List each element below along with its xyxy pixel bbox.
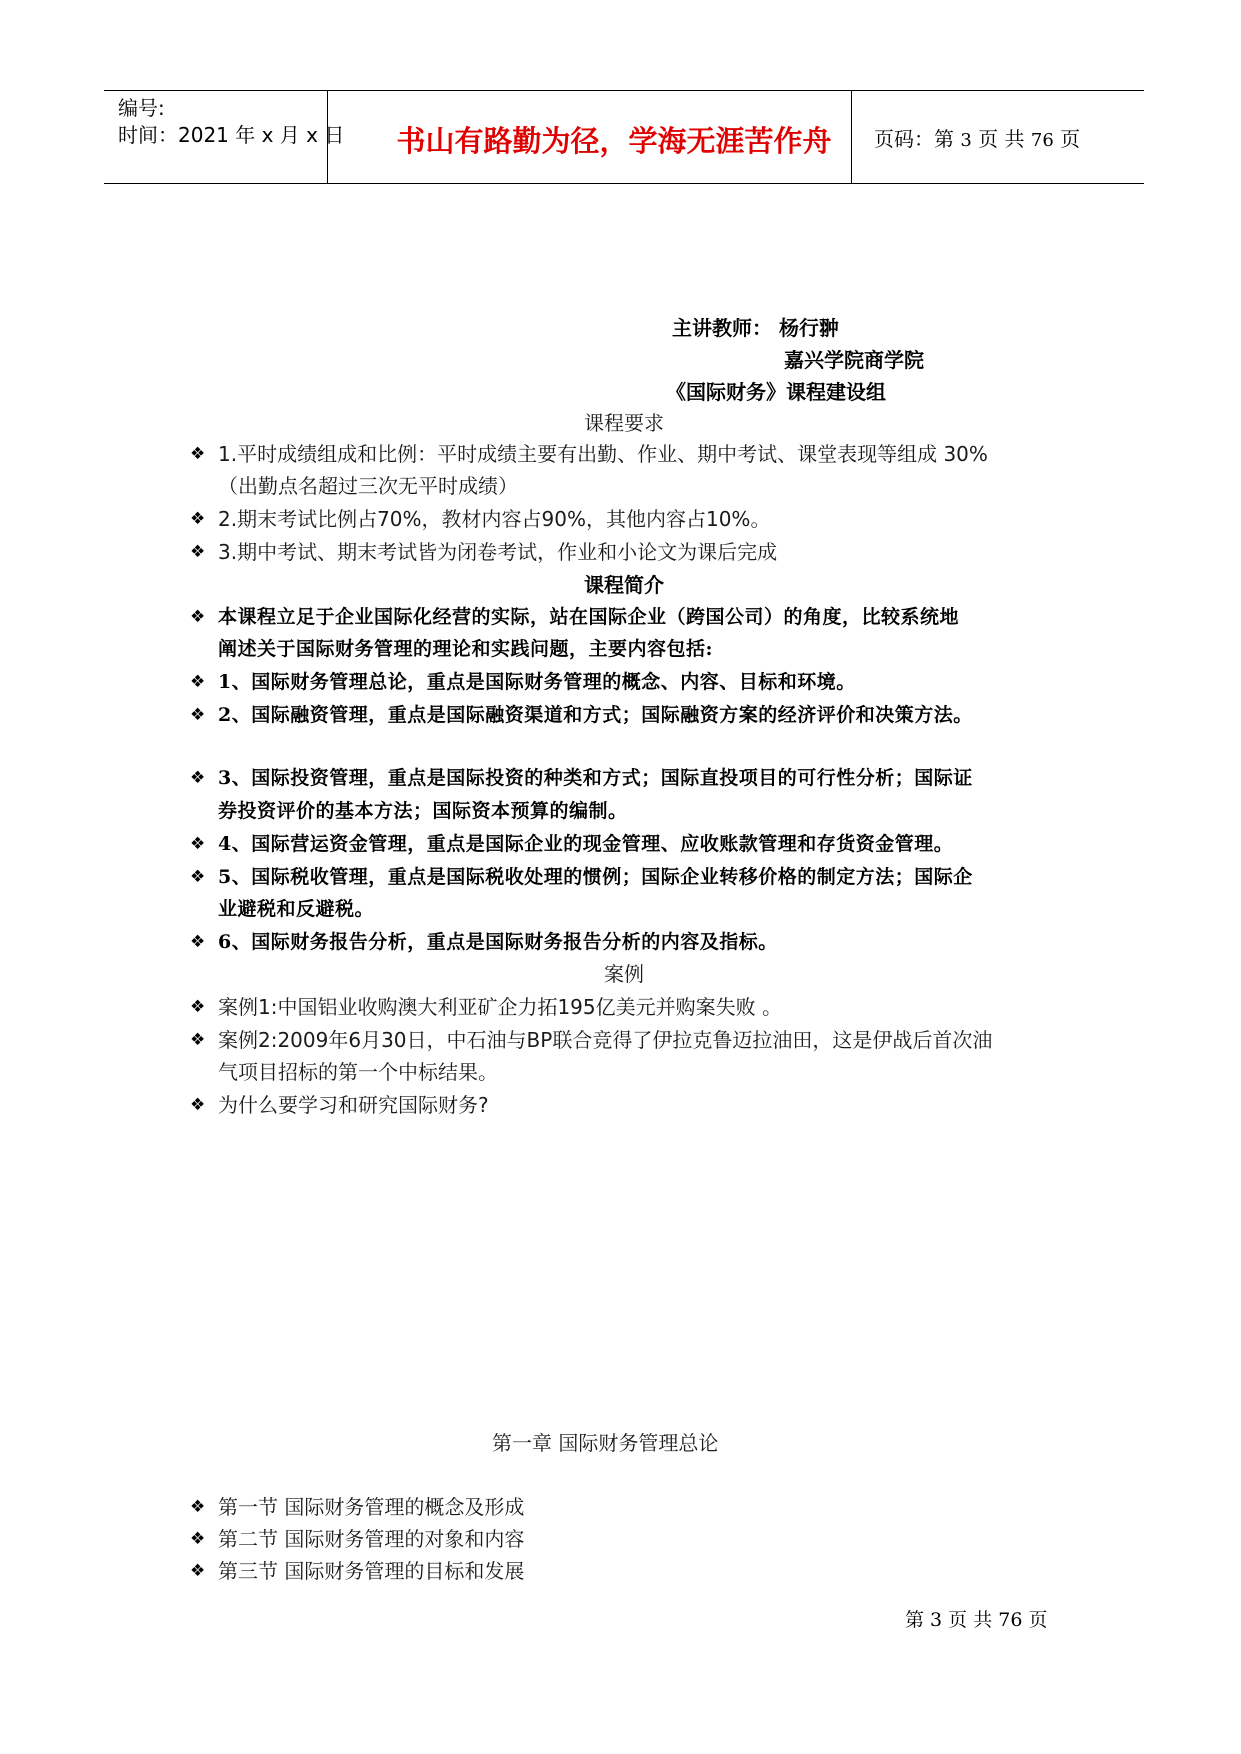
document-header (104, 90, 1144, 184)
list-item: ❖ 2.期末考试比例占70%，教材内容占90%，其他内容占10%。 (190, 503, 1070, 535)
list-item-continuation: 券投资评价的基本方法；国际资本预算的编制。 (218, 800, 628, 822)
list-item: ❖ 1、国际财务管理总论，重点是国际财务管理的概念、内容、目标和环境。 (190, 666, 1070, 698)
header-meta (118, 95, 344, 149)
list-item: ❖ 第一节 国际财务管理的概念及形成 (190, 1491, 1070, 1523)
list-item: ❖ 3、国际投资管理，重点是国际投资的种类和方式；国际直投项目的可行性分析；国际证 (190, 762, 1070, 794)
diamond-bullet-icon: ❖ (190, 1030, 206, 1050)
diamond-bullet-icon: ❖ (190, 834, 206, 854)
list-item-continuation: 气项目招标的第一个中标结果。 (218, 1060, 498, 1084)
list-item: ❖ 2、国际融资管理，重点是国际融资渠道和方式；国际融资方案的经济评价和决策方法。 (190, 699, 1070, 731)
list-item-continuation: 阐述关于国际财务管理的理论和实践问题，主要内容包括: (218, 638, 714, 660)
list-item-continuation: 业避税和反避税。 (218, 898, 375, 920)
page-mid: 页 共 (978, 127, 1025, 151)
list-item-continuation: （出勤点名超过三次无平时成绩） (218, 474, 518, 498)
chapter-title: 第一章 国际财务管理总论 (492, 1431, 719, 1455)
list-item: ❖ 3.期中考试、期末考试皆为闭卷考试，作业和小论文为课后完成 (190, 536, 1070, 568)
diamond-bullet-icon: ❖ (190, 607, 206, 627)
list-item: ❖ 第三节 国际财务管理的目标和发展 (190, 1555, 1070, 1587)
page-suffix: 页 (1060, 127, 1081, 151)
section-title-intro: 课程简介 (584, 573, 664, 597)
list-item: ❖ 案例1:中国铝业收购澳大利亚矿企力拓195亿美元并购案失败 。 (190, 991, 1070, 1023)
list-item: ❖ 1.平时成绩组成和比例：平时成绩主要有出勤、作业、期中考试、课堂表现等组成 30% (190, 438, 1070, 470)
group-line: 《国际财务》课程建设组 (666, 380, 886, 404)
diamond-bullet-icon: ❖ (190, 768, 206, 788)
diamond-bullet-icon: ❖ (190, 867, 206, 887)
list-item: ❖ 本课程立足于企业国际化经营的实际，站在国际企业（跨国公司）的角度，比较系统地 (190, 601, 1070, 633)
diamond-bullet-icon: ❖ (190, 932, 206, 952)
time-label: 时间：2021 年 x 月 x 日 (118, 123, 345, 147)
diamond-bullet-icon: ❖ (190, 672, 206, 692)
diamond-bullet-icon: ❖ (190, 705, 206, 725)
diamond-bullet-icon: ❖ (190, 542, 206, 562)
school-line: 嘉兴学院商学院 (784, 348, 924, 372)
page-total: 76 (1030, 130, 1054, 151)
header-page-info (874, 123, 1080, 152)
diamond-bullet-icon: ❖ (190, 1561, 206, 1581)
page-prefix: 页码：第 (874, 127, 954, 151)
list-item: ❖ 第二节 国际财务管理的对象和内容 (190, 1523, 1070, 1555)
section-title-requirements: 课程要求 (584, 411, 664, 435)
number-label: 编号: (118, 96, 165, 120)
list-item: ❖ 4、国际营运资金管理，重点是国际企业的现金管理、应收账款管理和存货资金管理。 (190, 828, 1070, 860)
teacher-line: 主讲教师： 杨行翀 (672, 316, 839, 340)
diamond-bullet-icon: ❖ (190, 1497, 206, 1517)
diamond-bullet-icon: ❖ (190, 1529, 206, 1549)
diamond-bullet-icon: ❖ (190, 509, 206, 529)
list-item: ❖ 案例2:2009年6月30日，中石油与BP联合竞得了伊拉克鲁迈拉油田，这是伊战后首次油 (190, 1024, 1070, 1056)
page-number: 3 (960, 130, 972, 151)
header-motto: 书山有路勤为径，学海无涯苦作舟 (396, 124, 832, 158)
list-item: ❖ 6、国际财务报告分析，重点是国际财务报告分析的内容及指标。 (190, 926, 1070, 958)
section-title-cases: 案例 (604, 962, 644, 986)
list-item: ❖ 为什么要学习和研究国际财务? (190, 1089, 1070, 1121)
list-item: ❖ 5、国际税收管理，重点是国际税收处理的惯例；国际企业转移价格的制定方法；国际企 (190, 861, 1070, 893)
page-footer: 第 3 页 共 76 页 (905, 1609, 1048, 1631)
diamond-bullet-icon: ❖ (190, 1095, 206, 1115)
diamond-bullet-icon: ❖ (190, 997, 206, 1017)
diamond-bullet-icon: ❖ (190, 444, 206, 464)
